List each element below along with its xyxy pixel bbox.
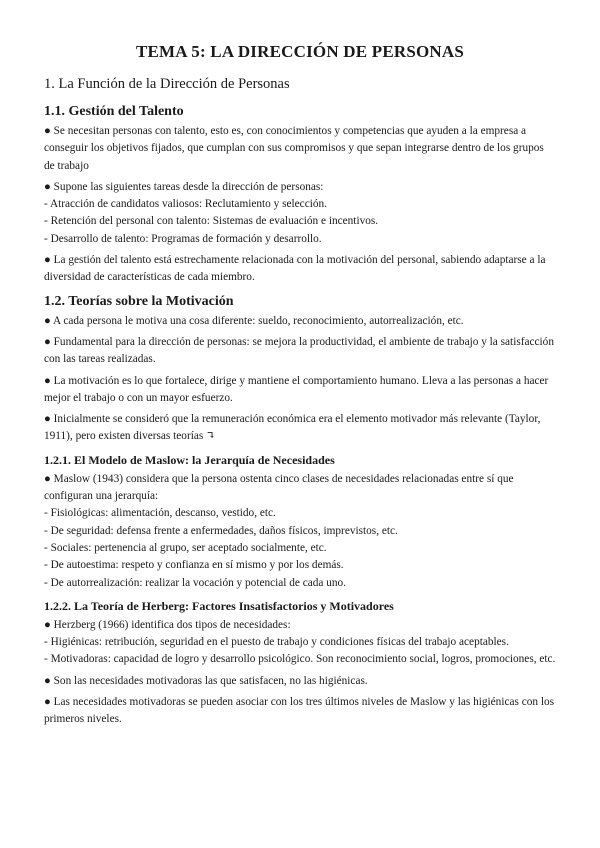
paragraph: ● Las necesidades motivadoras se pueden asociar con los tres últimos niveles de Maslow y las higiénicas con los primeros niveles. xyxy=(44,696,555,726)
list-item: - Sociales: pertenencia al grupo, ser aceptado socialmente, etc. xyxy=(44,541,327,554)
section-1-1-heading: 1.1. Gestión del Talento xyxy=(44,104,184,119)
page-title: TEMA 5: LA DIRECCIÓN DE PERSONAS xyxy=(135,42,465,61)
list-item: - Retención del personal con talento: Sistemas de evaluación e incentivos. xyxy=(44,215,379,228)
paragraph: ● Se necesitan personas con talento, esto es, con conocimientos y competencias que ayuden a la empresa a conseguir los objetivos fijados, que cumplan con sus compromisos y que sepan integrarse dentro de los grupos de trabajo xyxy=(44,125,544,172)
section-1-2-1-heading: 1.2.1. El Modelo de Maslow: la Jerarquía de Necesidades xyxy=(44,452,335,467)
list-item: - Motivadoras: capacidad de logro y desarrollo psicológico. Son reconocimiento social, logros, promociones, etc. xyxy=(44,653,556,666)
list-item: - Desarrollo de talento: Programas de formación y desarrollo. xyxy=(44,232,322,245)
list-intro: ● Maslow (1943) considera que la persona ostenta cinco clases de necesidades relacionadas entre sí que configuran una jerarquía: xyxy=(44,472,514,503)
paragraph: ● Inicialmente se consideró que la remuneración económica era el elemento motivador más relevante (Taylor, 1911), pero existen diversas teorías ↴ xyxy=(44,413,541,443)
paragraph: ● Son las necesidades motivadoras las que satisfacen, no las higiénicas. xyxy=(44,674,368,687)
list-intro: ● Herzberg (1966) identifica dos tipos de necesidades: xyxy=(44,618,291,631)
list-item: - De seguridad: defensa frente a enfermedades, daños físicos, imprevistos, etc. xyxy=(44,524,398,537)
paragraph: ● La gestión del talento está estrechamente relacionada con la motivación del personal, sabiendo adaptarse a la diversidad de características de cada miembro. xyxy=(44,254,546,284)
list-item: - De autorrealización: realizar la vocación y potencial de cada uno. xyxy=(44,576,347,589)
paragraph: ● A cada persona le motiva una cosa diferente: sueldo, reconocimiento, autorrealización, etc. xyxy=(44,314,464,327)
section-1-2-heading: 1.2. Teorías sobre la Motivación xyxy=(44,293,234,309)
paragraph: ● Fundamental para la dirección de personas: se mejora la productividad, el ambiente de trabajo y la satisfacción con las tareas realizadas. xyxy=(44,335,554,366)
list-item: - Higiénicas: retribución, seguridad en el puesto de trabajo y condiciones físicas del trabajo aceptables. xyxy=(44,636,509,649)
list-intro: ● Supone las siguientes tareas desde la dirección de personas: xyxy=(44,180,324,193)
section-1-2-2-heading: 1.2.2. La Teoría de Herberg: Factores Insatisfactorios y Motivadores xyxy=(44,598,394,613)
list-item: - Fisiológicas: alimentación, descanso, vestido, etc. xyxy=(44,507,276,520)
list-item: - De autoestima: respeto y confianza en sí mismo y por los demás. xyxy=(44,559,344,572)
paragraph: ● La motivación es lo que fortalece, dirige y mantiene el comportamiento humano. Lleva a las personas a hacer mejor el trabajo o con un mayor esfuerzo. xyxy=(44,374,549,404)
section-1-heading: 1. La Función de la Dirección de Personas xyxy=(44,76,290,92)
list-item: - Atracción de candidatos valiosos: Reclutamiento y selección. xyxy=(44,198,327,211)
